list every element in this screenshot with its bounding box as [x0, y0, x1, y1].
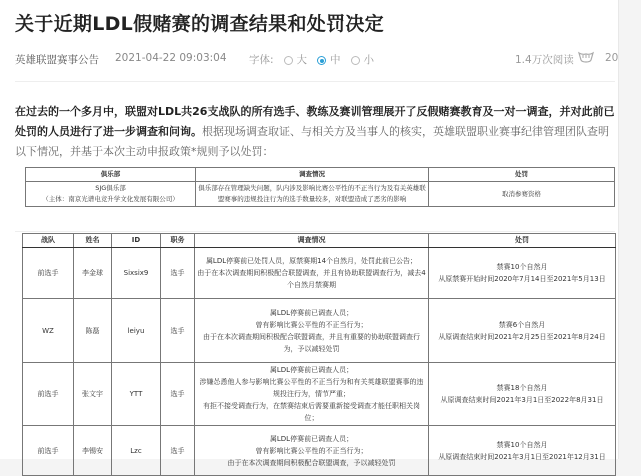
id-cell: YTT	[112, 363, 161, 426]
team-cell: 前选手	[23, 248, 74, 299]
role-cell: 选手	[161, 248, 195, 299]
penalty-cell: 禁赛6个自然月 从原调查结束时间2021年2月25日至2021年8月24日	[429, 299, 616, 363]
name-cell: 张文宇	[74, 363, 112, 426]
role-cell: 选手	[161, 299, 195, 363]
font-medium-label[interactable]: 中	[330, 54, 341, 66]
table-row	[26, 182, 615, 207]
penalty-cell: 禁赛10个自然月 从原调查结束时间2021年3月1日至2021年12月31日	[429, 426, 616, 476]
club-penalty-table	[25, 167, 615, 207]
header-investigation: 调查情况	[195, 234, 429, 248]
header-name: 姓名	[74, 234, 112, 248]
investigation-cell: 俱乐部存在管理缺失问题，队内涉及影响比赛公平性的不正当行为及有关英雄联盟赛事的违规投注行为的选手数量较多，对联盟造成了恶劣的影响	[196, 182, 429, 207]
id-cell: Sixsix9	[112, 248, 161, 299]
publish-datetime: 2021-04-22 09:03:04	[115, 52, 227, 64]
header-id: ID	[112, 234, 161, 248]
font-size-selector	[249, 52, 374, 67]
team-cell: 前选手	[23, 363, 74, 426]
name-cell: 李锡安	[74, 426, 112, 476]
id-cell: Lzc	[112, 426, 161, 476]
table-row	[23, 363, 616, 426]
player-penalty-table	[22, 233, 616, 476]
role-cell: 选手	[161, 426, 195, 476]
font-small-radio[interactable]	[351, 56, 360, 65]
read-count: 1.4万次阅读	[515, 54, 574, 66]
investigation-cell: 属LDL停赛前已调查人员； 曾有影响比赛公平性的不正当行为； 由于在本次调查期间积极配合联盟调查，并且有重要的协助联盟调查行为，予以减轻处罚	[195, 299, 429, 363]
font-large-label[interactable]: 大	[296, 54, 308, 66]
investigation-cell: 属LDL停赛前已处罚人员，原禁赛期14个自然月，处罚此前已公告； 由于在本次调查期间积极配合联盟调查，并且有协助联盟调查行为，减去4个自然月禁赛期	[195, 248, 429, 299]
table-row	[23, 299, 616, 363]
font-medium-radio[interactable]	[317, 56, 326, 65]
header-club: 俱乐部	[26, 168, 196, 182]
header-penalty: 处罚	[429, 168, 615, 182]
article-source-link[interactable]: 英雄联盟赛事公告	[15, 54, 99, 66]
team-cell: WZ	[23, 299, 74, 363]
header-role: 职务	[161, 234, 195, 248]
like-count: 20	[605, 52, 619, 64]
table-row	[23, 248, 616, 299]
header-investigation: 调查情况	[196, 168, 429, 182]
intro-paragraph	[15, 102, 615, 162]
meta-divider	[15, 81, 615, 82]
article-title: 关于近期LDL假赌赛的调查结果和处罚决定	[15, 13, 384, 35]
investigation-cell: 属LDL停赛前已调查人员； 涉嫌怂恿他人参与影响比赛公平性的不正当行为和有关英雄联盟赛事的违规投注行为，情节严重； 有拒不接受调查行为，在禁赛结束后需要重新接受调查才能任职相关岗位；	[195, 363, 429, 426]
table-row	[23, 426, 616, 476]
font-small-label[interactable]: 小	[363, 54, 375, 66]
header-penalty: 处罚	[429, 234, 616, 248]
section-divider	[15, 231, 615, 232]
font-large-radio[interactable]	[284, 56, 293, 65]
name-cell: 陈磊	[74, 299, 112, 363]
team-cell: 前选手	[23, 426, 74, 476]
penalty-cell: 禁赛18个自然月 从原调查结束时间2021年3月1日至2022年8月31日	[429, 363, 616, 426]
intro-bold-text: 在过去的一个多月中，联盟对LDL共26支战队的所有选手、教练及赛训管理展开了反假赌赛教育及一对一调查，并对此前已处罚的人员进行了进一步调查和问询。	[15, 105, 615, 138]
name-cell: 李金球	[74, 248, 112, 299]
club-cell: SJG俱乐部 （主体：南京光谱电竞升学文化发展有限公司）	[26, 182, 196, 207]
thumbs-up-hand-icon[interactable]	[578, 51, 594, 66]
penalty-cell: 禁赛10个自然月 从原禁赛开始时间2020年7月14日至2021年5月13日	[429, 248, 616, 299]
intro-text: 根据现场调查取证、与相关方及当事人的核实，英雄联盟职业赛事纪律管理团队查明以下情况，并基于本次主动申报政策*规则予以处罚：	[15, 125, 609, 158]
header-team: 战队	[23, 234, 74, 248]
penalty-cell: 取消参赛资格	[429, 182, 615, 207]
investigation-cell: 属LDL停赛前已调查人员； 曾有影响比赛公平性的不正当行为； 由于在本次调查期间积极配合联盟调查，予以减轻处罚	[195, 426, 429, 476]
font-size-label: 字体:	[249, 54, 274, 66]
id-cell: leiyu	[112, 299, 161, 363]
article-meta	[15, 52, 619, 68]
role-cell: 选手	[161, 363, 195, 426]
